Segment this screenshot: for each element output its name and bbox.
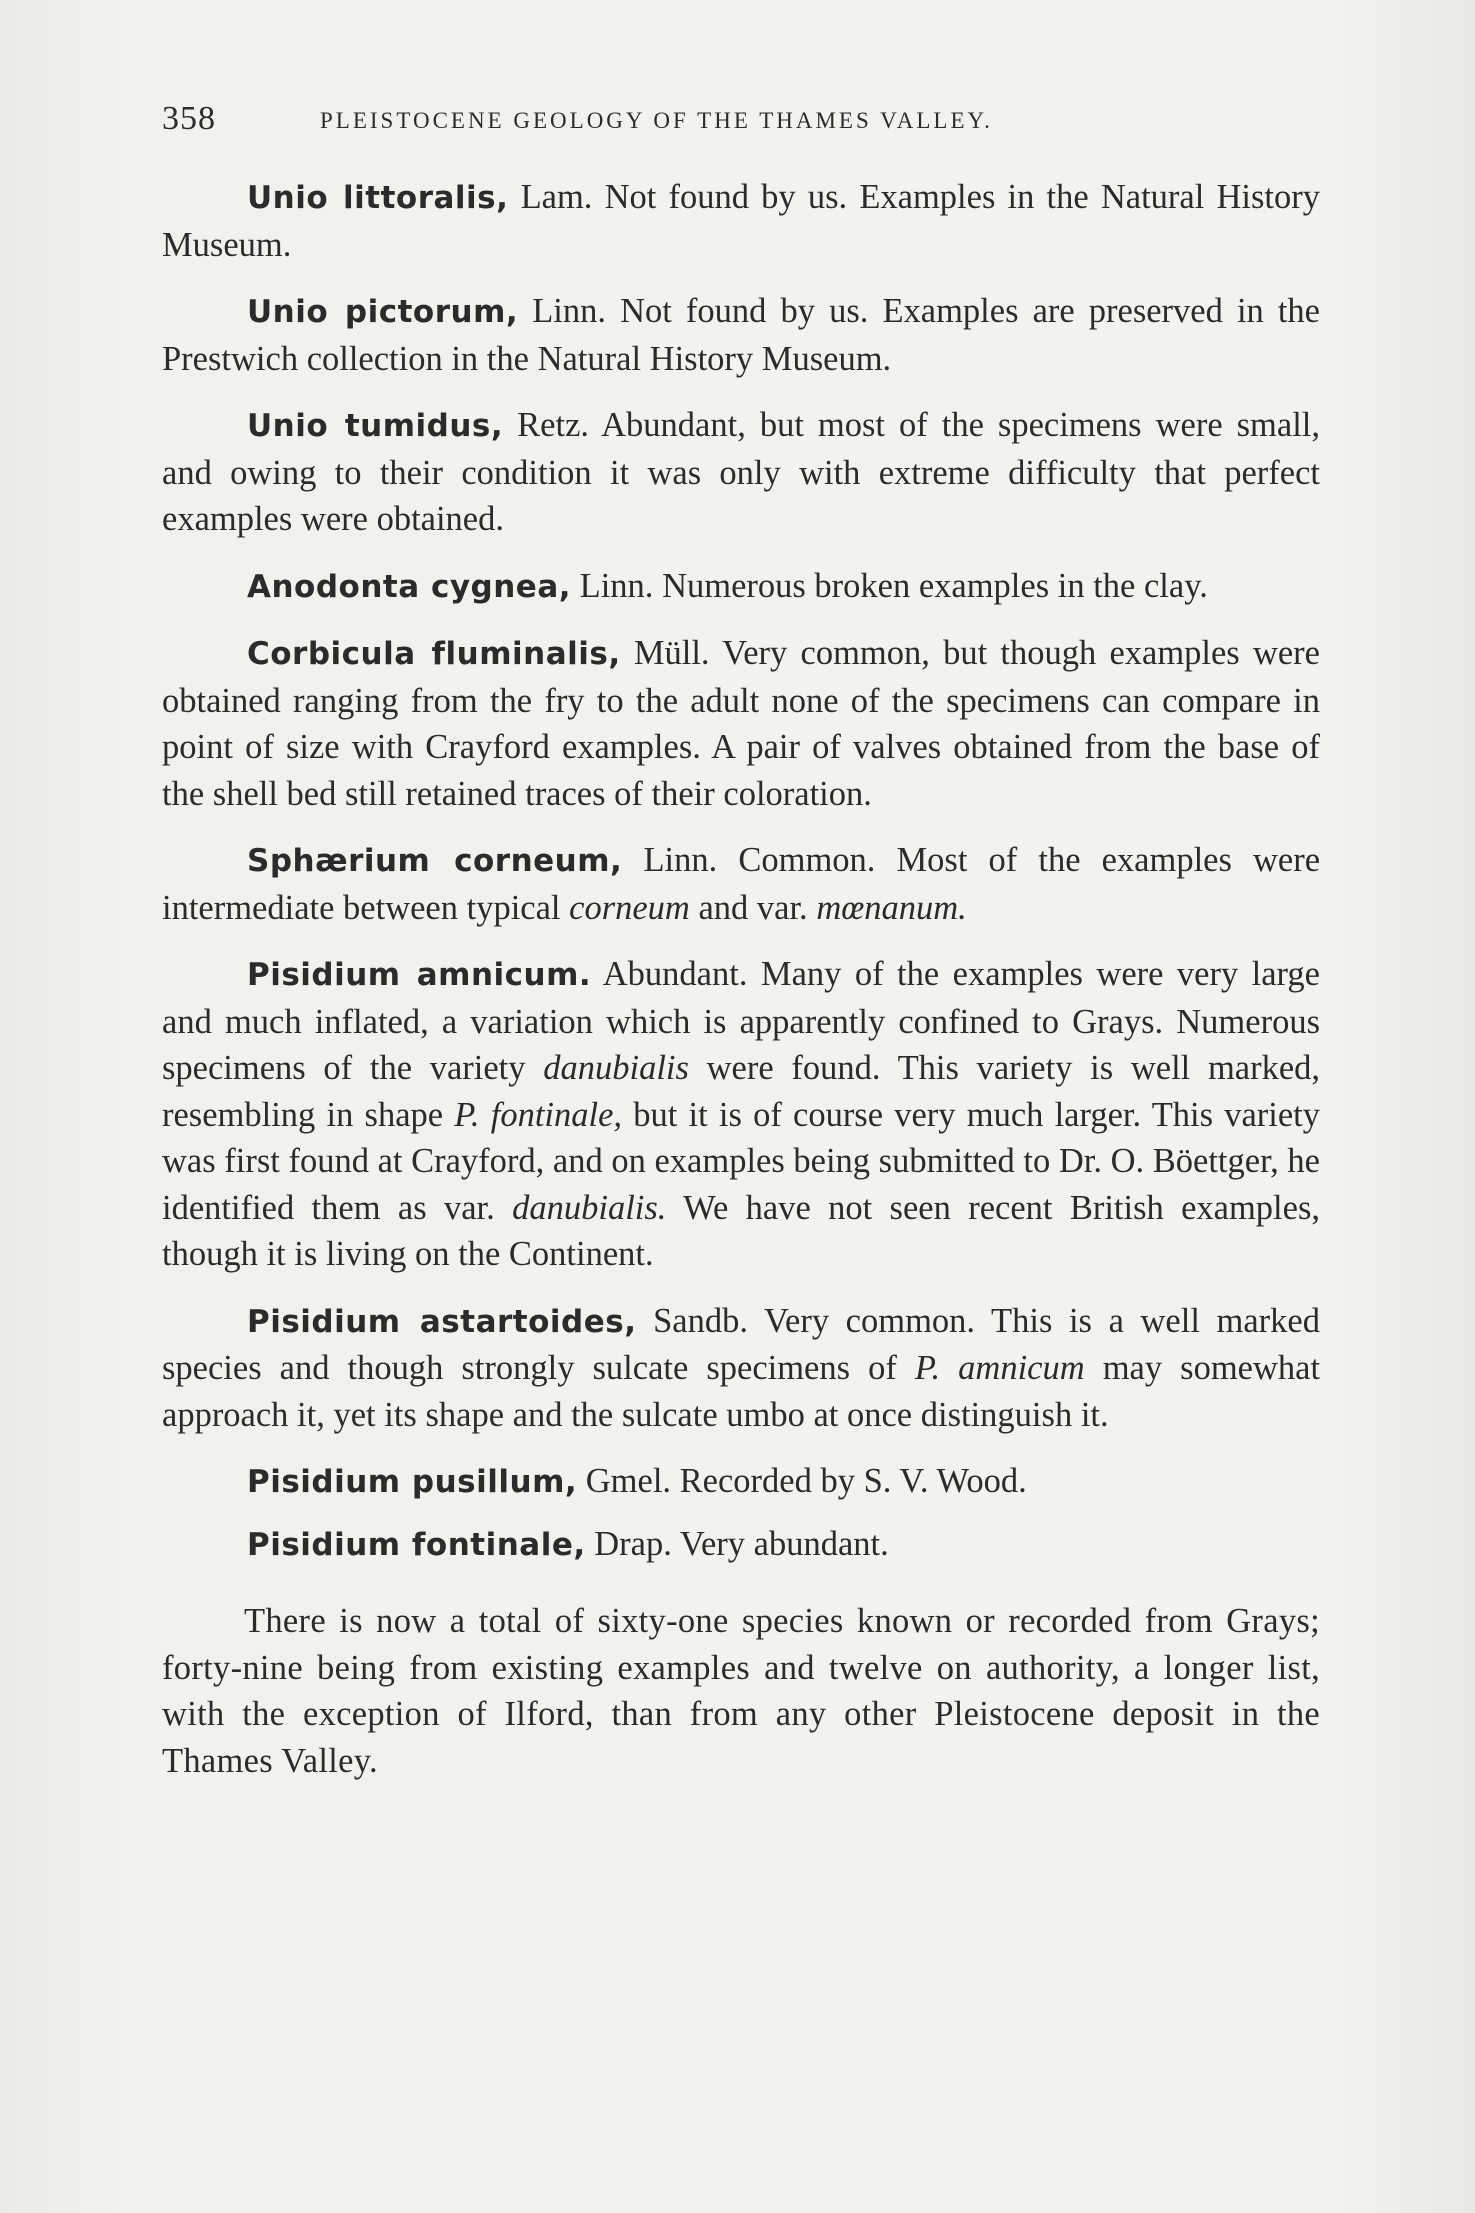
species-entry [162, 1521, 1320, 1569]
page-body [162, 174, 1320, 1819]
italic-term: danubialis [543, 1049, 689, 1087]
italic-term: corneum [569, 888, 690, 927]
species-authority: Linn. [532, 292, 607, 330]
species-name: Pisidium astartoides, [247, 1303, 637, 1340]
species-entry [162, 288, 1320, 382]
species-description: Recorded by S. V. Wood. [679, 1462, 1027, 1500]
species-name: Corbicula fluminalis, [247, 636, 621, 672]
species-authority: Gmel. [585, 1462, 672, 1500]
species-description-cont: were found. This variety is well marked, resembling in shape [162, 1049, 1321, 1134]
species-name: Anodonta cygnea, [247, 568, 572, 605]
species-description: Abundant, but most of the specimens were small, and owing to their condition it was only with extreme difficulty that perfect examples were obtained. [162, 406, 1321, 538]
species-entry [162, 563, 1320, 611]
species-description-cont: We have not seen recent British examples, though it is living on the Continent. [162, 1188, 1321, 1273]
species-description: Abundant. Many of the examples were very large and much inflated, a variation which is apparently confined to Grays. Numerous specimens of the variety [162, 955, 1320, 1087]
running-title: PLEISTOCENE GEOLOGY OF THE THAMES VALLEY. [320, 108, 993, 133]
species-entry [162, 837, 1320, 931]
species-entry [162, 630, 1320, 817]
species-description-cont: may somewhat approach it, yet its shape and the sulcate umbo at once distinguish it. [162, 1349, 1321, 1434]
species-description-cont: but it is of course very much larger. This variety was first found at Crayford, and on examples being submitted to Dr. O. Böettger, he identified them as var. [162, 1095, 1321, 1227]
species-description: Numerous broken examples in the clay. [662, 566, 1208, 605]
species-description: Common. Most of the examples were intermediate between typical [162, 841, 1321, 927]
species-authority: Retz. [517, 406, 590, 444]
species-name: Unio tumidus, [247, 408, 504, 444]
species-description: Very common. This is a well marked species and though strongly sulcate specimens of [162, 1301, 1320, 1387]
species-authority: Müll. [633, 634, 710, 672]
species-name: Sphærium corneum, [247, 843, 623, 879]
page-header [162, 100, 1320, 140]
italic-term: danubialis. [512, 1188, 667, 1227]
italic-term: P. fontinale, [454, 1095, 623, 1134]
species-entry [162, 1458, 1320, 1506]
species-authority: Lam. [520, 178, 593, 216]
species-name: Unio pictorum, [247, 294, 519, 330]
species-description: Not found by us. Examples in the Natural History Museum. [162, 178, 1320, 264]
species-entry [162, 951, 1320, 1278]
species-entry [162, 1298, 1320, 1439]
species-description: Very common, but though examples were obtained ranging from the fry to the adult none of the specimens can compare in point of size with Crayford examples. A pair of valves obtained from the base of the shell bed still retained traces of their coloration. [162, 634, 1320, 813]
page-number: 358 [162, 100, 216, 137]
species-authority: Linn. [643, 841, 718, 879]
species-description-cont: and var. [698, 888, 808, 927]
species-name: Unio littoralis, [247, 180, 509, 216]
species-entry [162, 402, 1320, 543]
species-entry [162, 174, 1320, 268]
italic-term: mœnanum. [816, 888, 967, 927]
species-authority: Drap. [594, 1524, 672, 1563]
species-description: Not found by us. Examples are preserved in the Prestwich collection in the Natural History Museum. [162, 292, 1320, 378]
species-name: Pisidium amnicum. [247, 957, 592, 993]
closing-paragraph: There is now a total of sixty-one species known or recorded from Grays; forty-nine being from existing examples and twelve on authority, a longer list, with the exception of Ilford, than from any other Pleistocene deposit in the Thames Valley. [162, 1602, 1320, 1780]
italic-term: P. amnicum [914, 1349, 1085, 1387]
species-name: Pisidium pusillum, [247, 1464, 578, 1500]
species-name: Pisidium fontinale, [247, 1526, 586, 1563]
species-authority: Linn. [579, 566, 654, 605]
species-description: Very abundant. [679, 1524, 889, 1563]
species-authority: Sandb. [653, 1301, 748, 1340]
